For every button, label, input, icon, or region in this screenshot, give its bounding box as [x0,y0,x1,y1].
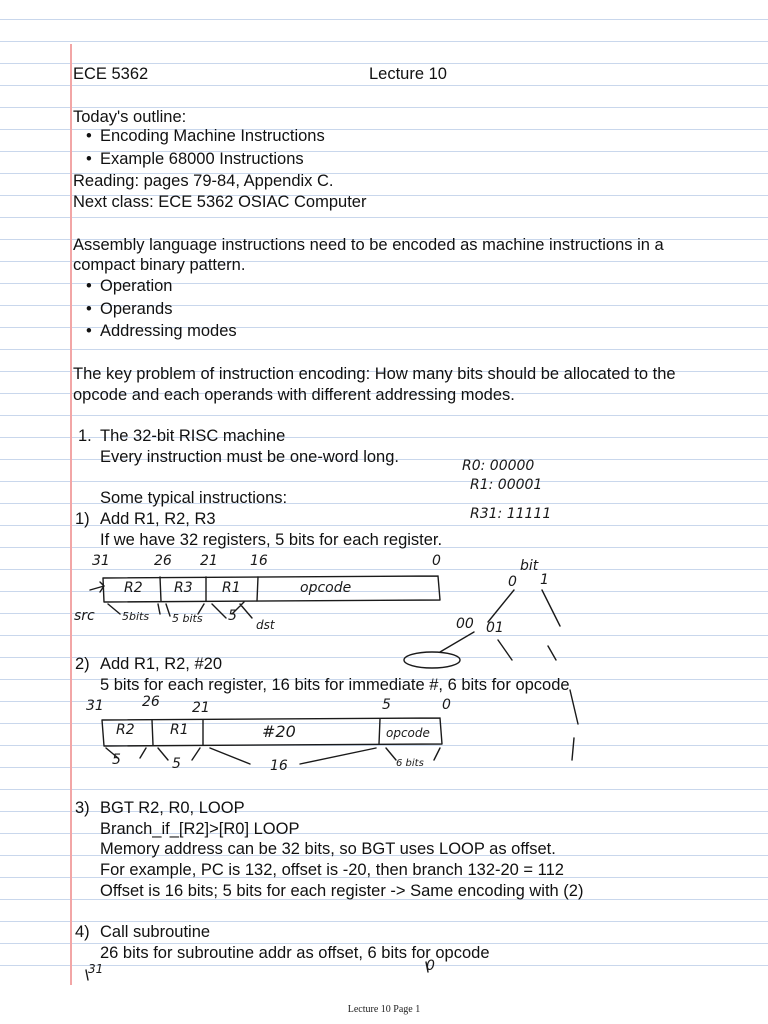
field-label: opcode [386,726,430,740]
tree-label: bit [520,558,539,574]
item-number: 2) [75,655,90,673]
tree-label: 0 [508,574,517,590]
next-class-line: Next class: ECE 5362 OSIAC Computer [73,193,367,211]
item-text: Offset is 16 bits; 5 bits for each register -> Same encoding with (2) [100,882,584,900]
intro-bullet: • Operation [100,275,172,297]
field-divider [152,720,153,745]
item-title: Call subroutine [100,923,211,941]
width-label: dst [256,618,275,632]
encoding-box-1 [103,576,440,602]
intro-line: compact binary pattern. [73,256,246,274]
section-text: Some typical instructions: [100,489,288,507]
width-label: 5 [172,756,181,772]
bit-label: 0 [426,958,435,974]
register-code-r0: R0: 00000 [462,458,535,474]
item-text: 26 bits for subroutine addr as offset, 6 bits for opcode [100,944,490,962]
bit-label: 0 [432,553,441,569]
intro-bullet: • Operands [100,298,172,320]
bit-label: 0 [442,697,451,713]
field-label: R1 [170,722,189,738]
register-code-r31: R31: 11111 [470,506,552,522]
item-title: BGT R2, R0, LOOP [100,799,245,817]
width-label: 5 [228,608,237,624]
outline-bullet: • Encoding Machine Instructions [100,125,325,147]
intro-line: Assembly language instructions need to be encoded as machine instructions in a [73,236,664,254]
item-number: 3) [75,799,90,817]
tree-label: 00 [456,616,474,632]
field-label: opcode [300,580,352,596]
bit-label: 31 [92,553,110,569]
course-code: ECE 5362 [73,65,149,83]
outline-heading: Today's outline: [73,108,187,126]
item-text: 5 bits for each register, 16 bits for immediate #, 6 bits for opcode [100,676,570,694]
register-code-r1: R1: 00001 [470,477,543,493]
field-label: R2 [116,722,135,738]
tree-label: 01 [486,620,504,636]
width-label: 5bits [122,610,150,623]
reading-line: Reading: pages 79-84, Appendix C. [73,172,334,190]
lecture-number: Lecture 10 [369,65,447,83]
field-divider [379,719,380,744]
field-divider [257,577,258,601]
tree-node-circle [404,652,460,668]
bit-label: 16 [250,553,268,569]
field-label: R1 [222,580,241,596]
key-problem-line: opcode and each operands with different addressing modes. [73,386,515,404]
field-label: #20 [262,722,296,741]
item-text: Memory address can be 32 bits, so BGT uses LOOP as offset. [100,840,556,858]
bit-label: 21 [200,553,218,569]
outline-bullet: • Example 68000 Instructions [100,148,304,170]
bit-label: 31 [86,698,104,714]
width-label: 6 bits [396,758,424,769]
bit-label: 5 [382,697,391,713]
tree-label: 1 [540,572,549,588]
field-label: R2 [124,580,143,596]
field-divider [160,577,161,601]
bit-label: 31 [88,962,104,976]
item-title: Add R1, R2, R3 [100,510,216,528]
item-text: Branch_if_[R2]>[R0] LOOP [100,820,300,838]
bit-label: 26 [142,694,160,710]
page-footer: Lecture 10 Page 1 [347,1004,421,1015]
section-number: 1. [78,427,92,445]
item-text: For example, PC is 132, offset is -20, then branch 132-20 = 112 [100,861,564,879]
width-label: 5 bits [172,612,203,625]
section-title: The 32-bit RISC machine [100,427,286,445]
bit-label: 26 [154,553,172,569]
key-problem-line: The key problem of instruction encoding: How many bits should be allocated to the [73,365,676,383]
item-title: Add R1, R2, #20 [100,655,222,673]
width-label: 5 [112,752,121,768]
intro-bullet: • Addressing modes [100,320,237,342]
item-number: 4) [75,923,90,941]
field-label: R3 [174,580,193,596]
item-text: If we have 32 registers, 5 bits for each register. [100,531,443,549]
ink-mark [86,962,428,980]
bit-label: 21 [192,700,210,716]
src-arrow [90,582,104,592]
section-text: Every instruction must be one-word long. [100,448,399,466]
width-label: 16 [270,758,288,774]
item-number: 1) [75,510,90,528]
width-label: src [74,608,95,624]
